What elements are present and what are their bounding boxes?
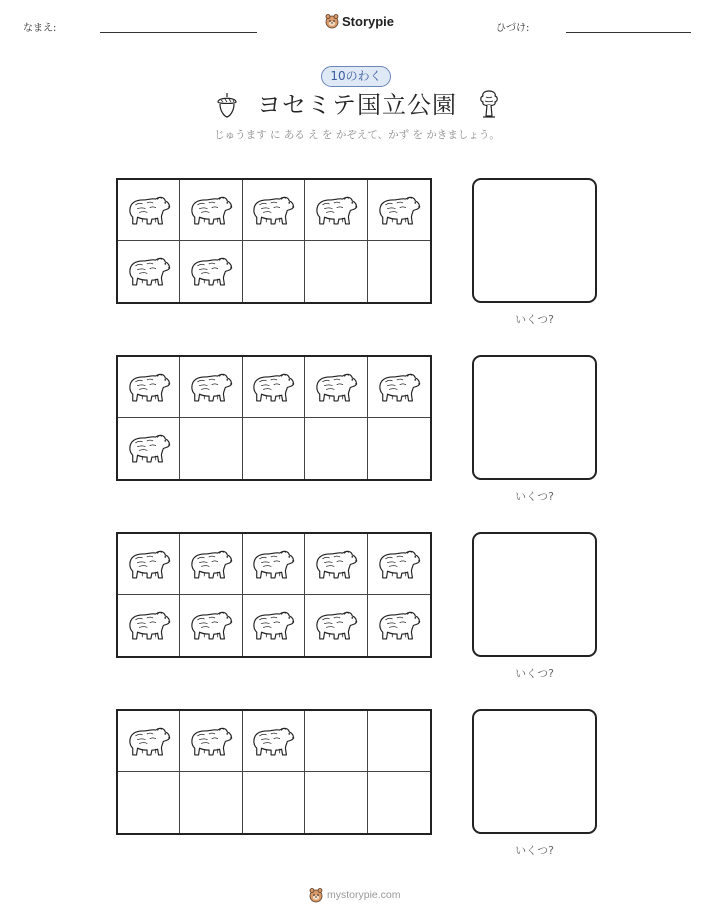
frame-cell: [305, 241, 367, 302]
ten-frame-badge: 10のわく: [321, 66, 391, 87]
bear-icon: [189, 724, 233, 759]
bear-icon: [189, 193, 233, 228]
frame-cell: [243, 241, 305, 302]
frame-cell: [180, 357, 242, 418]
ten-frame: [116, 178, 432, 304]
answer-box[interactable]: [472, 532, 597, 657]
bear-icon: [189, 608, 233, 643]
tree-icon: [478, 89, 500, 119]
bear-icon: [314, 193, 358, 228]
frame-cell: [368, 595, 430, 656]
ten-frame: [116, 355, 432, 481]
bear-icon: [251, 370, 295, 405]
acorn-icon: [215, 92, 239, 118]
bear-icon: [189, 370, 233, 405]
bear-icon: [189, 254, 233, 289]
frame-cell: [180, 595, 242, 656]
bear-icon: [127, 608, 171, 643]
frame-cell: [368, 180, 430, 241]
bear-icon: [127, 193, 171, 228]
frame-cell: [305, 357, 367, 418]
frame-cell: [118, 180, 180, 241]
bear-icon: [377, 608, 421, 643]
bear-icon: [377, 193, 421, 228]
name-label: なまえ:: [23, 23, 57, 34]
bear-icon: [251, 547, 295, 582]
frame-cell: [368, 711, 430, 772]
frame-cell: [180, 241, 242, 302]
ten-frame: [116, 709, 432, 835]
frame-cell: [243, 595, 305, 656]
ten-frame: [116, 532, 432, 658]
storypie-mascot-icon: [309, 887, 323, 903]
frame-cell: [305, 711, 367, 772]
bear-icon: [189, 547, 233, 582]
frame-cell: [243, 418, 305, 479]
frame-cell: [305, 595, 367, 656]
frame-cell: [243, 534, 305, 595]
bear-icon: [251, 608, 295, 643]
answer-question: いくつ?: [515, 844, 554, 857]
bear-icon: [127, 431, 171, 466]
frame-cell: [118, 357, 180, 418]
frame-cell: [368, 534, 430, 595]
instructions: じゅうます に ある え を かぞえて、かず を かきましょう。: [214, 129, 500, 141]
footer: [309, 887, 401, 903]
bear-icon: [314, 547, 358, 582]
frame-cell: [118, 595, 180, 656]
bear-icon: [377, 547, 421, 582]
frame-cell: [180, 180, 242, 241]
frame-cell: [243, 357, 305, 418]
bear-icon: [127, 547, 171, 582]
frame-cell: [368, 772, 430, 833]
page-title: ヨセミテ国立公園: [257, 91, 457, 119]
frame-cell: [368, 241, 430, 302]
bear-icon: [127, 370, 171, 405]
frame-cell: [243, 711, 305, 772]
frame-cell: [243, 772, 305, 833]
bear-icon: [314, 608, 358, 643]
bear-icon: [314, 370, 358, 405]
frame-cell: [180, 772, 242, 833]
bear-icon: [251, 193, 295, 228]
answer-question: いくつ?: [515, 667, 554, 680]
bear-icon: [377, 370, 421, 405]
bear-icon: [127, 724, 171, 759]
frame-cell: [180, 418, 242, 479]
frame-cell: [368, 357, 430, 418]
storypie-mascot-icon: [325, 13, 339, 29]
date-line: [566, 32, 691, 33]
frame-cell: [305, 772, 367, 833]
frame-cell: [118, 241, 180, 302]
answer-box[interactable]: [472, 178, 597, 303]
answer-box[interactable]: [472, 709, 597, 834]
frame-cell: [305, 418, 367, 479]
frame-cell: [118, 534, 180, 595]
frame-cell: [243, 180, 305, 241]
answer-question: いくつ?: [515, 490, 554, 503]
frame-cell: [118, 418, 180, 479]
answer-question: いくつ?: [515, 313, 554, 326]
frame-cell: [180, 534, 242, 595]
frame-cell: [180, 711, 242, 772]
frame-cell: [368, 418, 430, 479]
bear-icon: [127, 254, 171, 289]
name-line: [100, 32, 257, 33]
answer-box[interactable]: [472, 355, 597, 480]
footer-url[interactable]: mystorypie.com: [327, 889, 401, 901]
frame-cell: [118, 711, 180, 772]
brand-name: Storypie: [342, 13, 395, 29]
frame-cell: [305, 534, 367, 595]
frame-cell: [118, 772, 180, 833]
bear-icon: [251, 724, 295, 759]
frame-cell: [305, 180, 367, 241]
date-label: ひづけ:: [496, 23, 530, 34]
brand-logo: [325, 13, 394, 29]
